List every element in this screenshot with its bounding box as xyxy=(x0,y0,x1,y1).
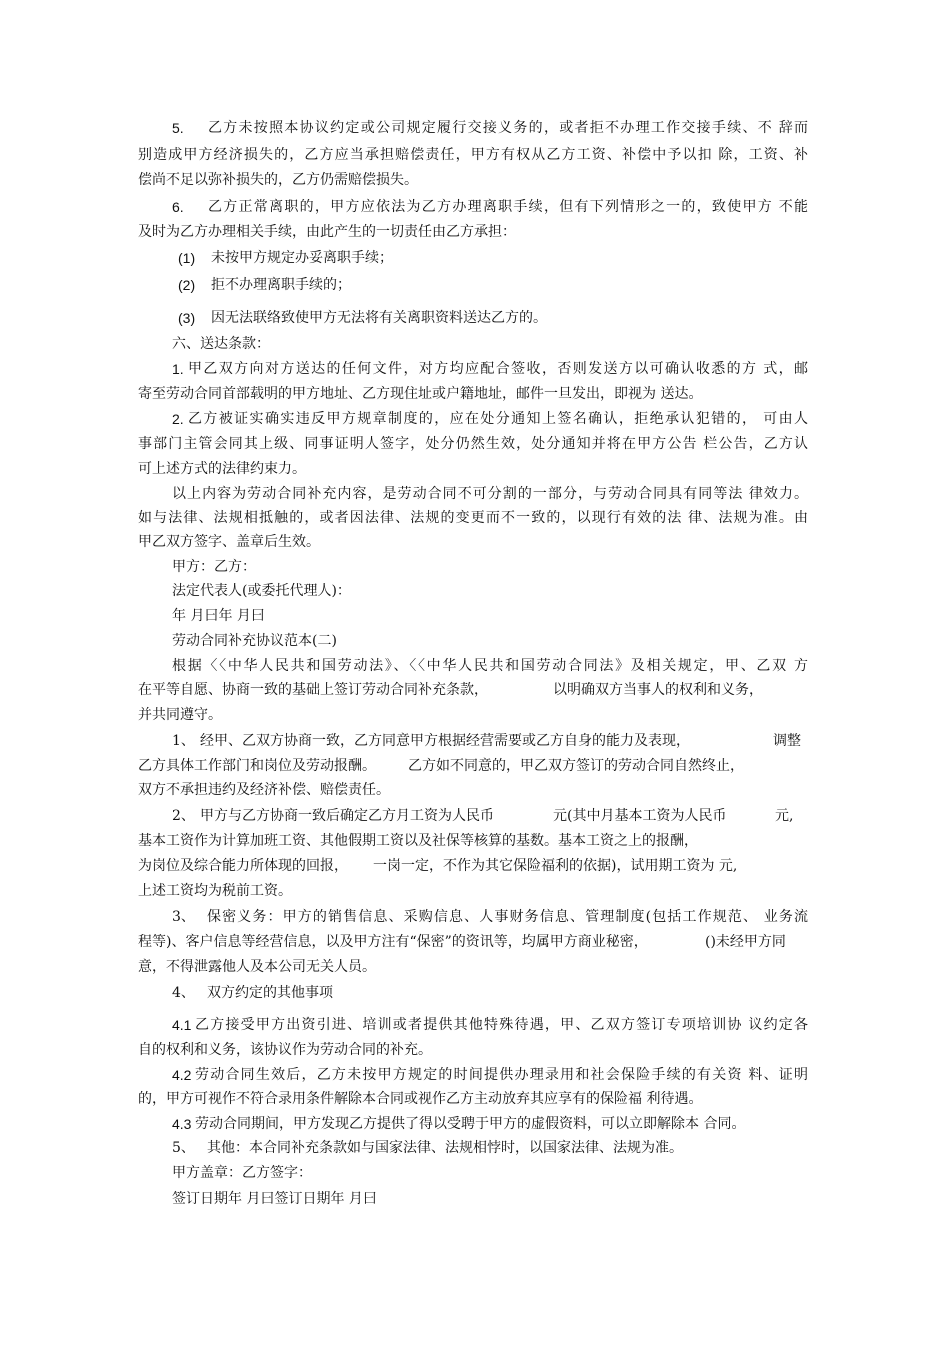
item-5-line-2: 别造成甲方经济损失的，乙方应当承担赔偿责任，甲方有权从乙方工资、补偿中予以扣 除，工资、补 xyxy=(138,147,808,163)
section-6-clause-1-line-1: 甲乙双方向对方送达的任何文件，对方均应配合签收，否则发送方以可确认收悉的方 式，邮 xyxy=(188,361,808,377)
section-6-clause-2-number: 2. xyxy=(172,411,184,427)
closing-line-3: 甲乙双方签字、盖章后生效。 xyxy=(138,534,320,550)
clause-4-2-number: 4.2 xyxy=(172,1067,192,1083)
clause-1-line-1a: 经甲、乙双方协商一致，乙方同意甲方根据经营需要或乙方自身的能力及表现， xyxy=(200,733,690,749)
section-6-heading: 六、送达条款： xyxy=(172,336,270,352)
clause-3-line-2a: 程等)、客户信息等经营信息，以及甲方注有“保密”的资讯等，均属甲方商业秘密， xyxy=(138,934,648,950)
item-6-sub-1-number: (1) xyxy=(178,250,196,266)
clause-4-1-line-2: 自的权利和义务，该协议作为劳动合同的补充。 xyxy=(138,1042,432,1058)
clause-3-line-2b: ()未经甲方同 xyxy=(705,934,786,950)
item-6-line-1: 乙方正常离职的，甲方应依法为乙方办理离职手续，但有下列情形之一的，致使甲方 不能 xyxy=(208,199,808,215)
intro-line-2b: 以明确双方当事人的权利和义务， xyxy=(553,682,763,698)
clause-2-line-1b: 元(其中月基本工资为人民币 xyxy=(553,808,727,824)
intro-line-1: 根据〈〈中华人民共和国劳动法》、〈〈中华人民共和国劳动合同法》及相关规定，甲、乙双 方 xyxy=(172,658,808,674)
item-5-number: 5. xyxy=(172,120,184,136)
item-6-line-2: 及时为乙方办理相关手续，由此产生的一切责任由乙方承担： xyxy=(138,224,516,240)
item-5-line-3: 偿尚不足以弥补损失的，乙方仍需赔偿损失。 xyxy=(138,172,418,188)
clause-1-number: 1、 xyxy=(172,733,195,749)
clause-5-number: 5、 xyxy=(172,1140,195,1156)
item-6-sub-1-text: 未按甲方规定办妥离职手续； xyxy=(211,250,393,266)
clause-1-line-1b: 调整 xyxy=(773,733,801,749)
clause-3-line-3: 意，不得泄露他人及本公司无关人员。 xyxy=(138,959,376,975)
clause-4-3-line-1: 劳动合同期间，甲方发现乙方提供了得以受聘于甲方的虚假资料，可以立即解除本 合同。 xyxy=(195,1116,746,1132)
representative-line: 法定代表人(或委托代理人)： xyxy=(172,583,351,599)
item-6-sub-2-number: (2) xyxy=(178,277,196,293)
clause-4-1-line-1: 乙方接受甲方出资引进、培训或者提供其他特殊待遇，甲、乙双方签订专项培训协 议约定各 xyxy=(195,1017,808,1033)
section-6-clause-2-line-2: 事部门主管会同其上级、同事证明人签字，处分仍然生效，处分通知并将在甲方公告 栏公告，乙方认 xyxy=(138,436,808,452)
item-6-sub-3-text: 因无法联络致使甲方无法将有关离职资料送达乙方的。 xyxy=(211,310,547,326)
clause-2-line-3b: 一岗一定，不作为其它保险福利的依据)，试用期工资为 元, xyxy=(373,858,738,874)
clause-2-line-4: 上述工资均为税前工资。 xyxy=(138,883,292,899)
closing-line-2: 如与法律、法规相抵触的，或者因法律、法规的变更而不一致的，以现行有效的法 律、法规为准。由 xyxy=(138,510,808,526)
clause-4-2-line-1: 劳动合同生效后，乙方未按甲方规定的时间提供办理录用和社会保险手续的有关资 料、证明 xyxy=(195,1067,808,1083)
date-line: 年 月曰年 月曰 xyxy=(172,608,265,624)
clause-3-number: 3、 xyxy=(172,909,195,925)
clause-5-text: 其他：本合同补充条款如与国家法律、法规相悖时，以国家法律、法规为准。 xyxy=(207,1140,683,1156)
document-2-title: 劳动合同补充协议范本(二) xyxy=(172,633,337,649)
sign-date-line: 签订日期年 月曰签订日期年 月曰 xyxy=(172,1191,377,1207)
item-6-number: 6. xyxy=(172,199,184,215)
clause-2-line-1a: 甲方与乙方协商一致后确定乙方月工资为人民币 xyxy=(200,808,494,824)
closing-line-1: 以上内容为劳动合同补充内容，是劳动合同不可分割的一部分，与劳动合同具有同等法 律效力。 xyxy=(172,486,808,502)
section-6-clause-2-line-3: 可上述方式的法律约束力。 xyxy=(138,461,306,477)
clause-2-line-1c: 元, xyxy=(775,808,794,824)
clause-4-2-line-2: 的，甲方可视作不符合录用条件解除本合同或视作乙方主动放弃其应享有的保险福 利待遇。 xyxy=(138,1091,703,1107)
clause-4-3-number: 4.3 xyxy=(172,1116,192,1132)
item-6-sub-2-text: 拒不办理离职手续的； xyxy=(211,277,351,293)
section-6-clause-1-number: 1. xyxy=(172,361,184,377)
section-6-clause-2-line-1: 乙方被证实确实违反甲方规章制度的，应在处分通知上签名确认，拒绝承认犯错的， 可由人 xyxy=(188,411,808,427)
clause-2-line-3a: 为岗位及综合能力所体现的回报， xyxy=(138,858,348,874)
clause-1-line-2b: 乙方如不同意的，甲乙双方签订的劳动合同自然终止， xyxy=(408,758,744,774)
intro-line-3: 并共同遵守。 xyxy=(138,707,222,723)
clause-1-line-2a: 乙方具体工作部门和岗位及劳动报酬。 xyxy=(138,758,376,774)
parties-line: 甲方：乙方： xyxy=(172,559,256,575)
clause-3-line-1: 保密义务：甲方的销售信息、采购信息、人事财务信息、管理制度(包括工作规范、 业务流 xyxy=(207,909,808,925)
intro-line-2a: 在平等自愿、协商一致的基础上签订劳动合同补充条款， xyxy=(138,682,488,698)
seal-line: 甲方盖章：乙方签字： xyxy=(172,1165,312,1181)
clause-1-line-3: 双方不承担违约及经济补偿、赔偿责任。 xyxy=(138,782,390,798)
clause-2-number: 2、 xyxy=(172,808,195,824)
section-6-clause-1-line-2: 寄至劳动合同首部载明的甲方地址、乙方现住址或户籍地址，邮件一旦发出，即视为 送达。 xyxy=(138,386,703,402)
clause-4-number: 4、 xyxy=(172,985,195,1001)
item-6-sub-3-number: (3) xyxy=(178,310,196,326)
clause-4-1-number: 4.1 xyxy=(172,1017,192,1033)
clause-4-text: 双方约定的其他事项 xyxy=(207,985,333,1001)
item-5-line-1: 乙方未按照本协议约定或公司规定履行交接义务的，或者拒不办理工作交接手续、不 辞而 xyxy=(208,120,808,136)
clause-2-line-2: 基本工资作为计算加班工资、其他假期工资以及社保等核算的基数。基本工资之上的报酬， xyxy=(138,833,698,849)
